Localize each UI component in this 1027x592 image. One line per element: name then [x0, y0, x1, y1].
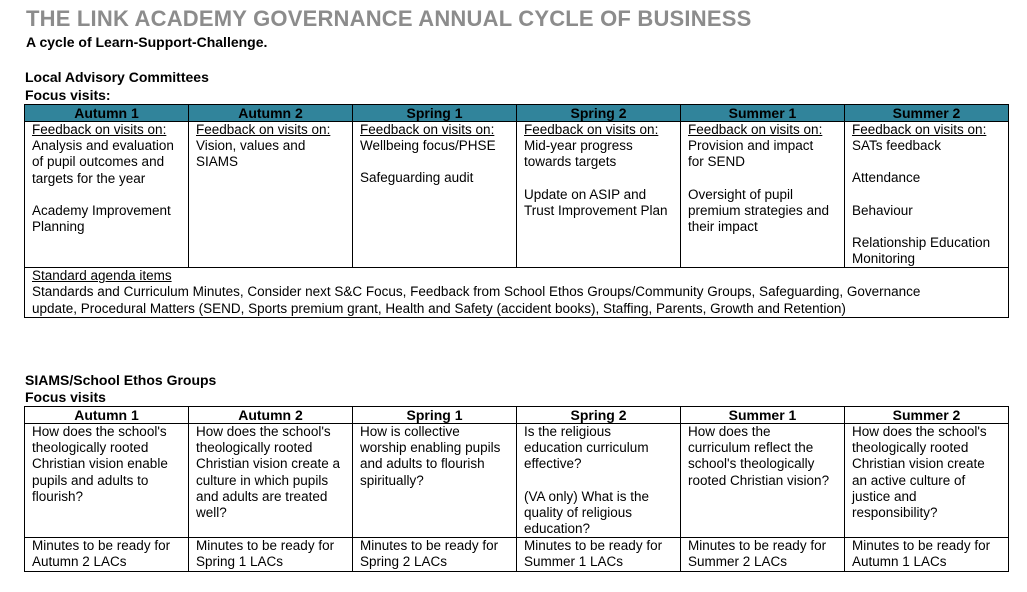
lac-col-header: Summer 2	[845, 105, 1009, 122]
lac-col-header: Spring 2	[517, 105, 681, 122]
siams-table	[24, 406, 1009, 572]
minutes-text: Minutes to be ready for Spring 1 LACs	[196, 538, 335, 570]
lac-table	[24, 104, 1009, 318]
siams-col-header: Summer 1	[681, 407, 845, 424]
siams-cell	[845, 424, 1009, 538]
siams-col-header: Spring 1	[353, 407, 517, 424]
siams-cell	[25, 424, 189, 538]
cell-text: Attendance	[852, 170, 921, 186]
feedback-label: Feedback on visits on:	[196, 122, 331, 137]
siams-cell	[681, 424, 845, 538]
cell-text: Relationship Education Monitoring	[852, 234, 991, 267]
lac-col-header: Summer 1	[681, 105, 845, 122]
minutes-cell	[189, 538, 353, 571]
lac-cell	[845, 122, 1009, 268]
lac-cell	[25, 122, 189, 268]
feedback-label: Feedback on visits on:	[524, 122, 659, 137]
minutes-cell	[845, 538, 1009, 571]
siams-question-row	[25, 424, 1009, 538]
feedback-label: Feedback on visits on:	[360, 122, 495, 137]
lac-subheading: Focus visits:	[25, 87, 111, 103]
cell-text: Behaviour	[852, 202, 913, 218]
minutes-cell	[517, 538, 681, 571]
minutes-text: Minutes to be ready for Autumn 2 LACs	[32, 538, 171, 570]
siams-col-header: Spring 2	[517, 407, 681, 424]
siams-col-header: Autumn 1	[25, 407, 189, 424]
question-text: How does the school's theologically rooted Christian vision create a culture in which pupils and adults are treated well?	[196, 424, 341, 521]
minutes-text: Minutes to be ready for Spring 2 LACs	[360, 538, 499, 570]
cell-text: Vision, values and SIAMS	[196, 138, 306, 170]
cell-text: SATs feedback	[852, 138, 942, 154]
lac-header-row	[25, 105, 1009, 122]
cell-text: Wellbeing focus/PHSE	[360, 138, 496, 154]
feedback-label: Feedback on visits on:	[852, 122, 987, 137]
lac-focus-row	[25, 122, 1009, 268]
question-text: How is collective worship enabling pupils and adults to flourish spiritually?	[360, 424, 501, 488]
feedback-label: Feedback on visits on:	[32, 122, 167, 137]
lac-col-header: Spring 1	[353, 105, 517, 122]
cell-text: Provision and impact for SEND	[688, 138, 814, 170]
cell-text: Mid-year progress towards targets	[524, 138, 633, 170]
question-text: How does the school's theologically rooted Christian vision create an active culture of justice and responsibility?	[852, 424, 987, 521]
cell-text: Oversight of pupil premium strategies and their impact	[688, 186, 830, 235]
cell-text: Academy Improvement Planning	[32, 202, 171, 235]
minutes-text: Minutes to be ready for Autumn 1 LACs	[852, 538, 991, 570]
minutes-cell	[353, 538, 517, 571]
cell-text: Analysis and evaluation of pupil outcomes and targets for the year	[32, 138, 174, 186]
lac-col-header: Autumn 2	[189, 105, 353, 122]
standard-agenda-text: Standards and Curriculum Minutes, Consider next S&C Focus, Feedback from School Ethos Groups/Community Groups, Safeguarding, Governance update, Procedural Matters (SEND, Sports premium grant, Health and Safety (accident books), Staffing, Parents, Growth and Retention)	[32, 284, 921, 316]
lac-cell	[517, 122, 681, 268]
page-title: THE LINK ACADEMY GOVERNANCE ANNUAL CYCLE OF BUSINESS	[26, 6, 752, 31]
cell-text: Update on ASIP and Trust Improvement Plan	[524, 186, 668, 218]
page-subtitle: A cycle of Learn-Support-Challenge.	[26, 34, 268, 50]
minutes-cell	[681, 538, 845, 571]
question-text: Is the religious education curriculum effective?	[524, 424, 649, 472]
standard-agenda-label: Standard agenda items	[32, 268, 172, 284]
lac-cell	[681, 122, 845, 268]
lac-cell	[189, 122, 353, 268]
siams-cell	[189, 424, 353, 538]
cell-text: Safeguarding audit	[360, 170, 474, 186]
siams-subheading: Focus visits	[25, 389, 106, 405]
siams-cell	[353, 424, 517, 538]
siams-col-header: Summer 2	[845, 407, 1009, 424]
lac-col-header: Autumn 1	[25, 105, 189, 122]
question-text: How does the school's theologically rooted Christian vision enable pupils and adults to flourish?	[32, 424, 168, 504]
lac-heading: Local Advisory Committees	[25, 69, 209, 85]
minutes-text: Minutes to be ready for Summer 1 LACs	[524, 538, 663, 570]
standard-agenda-cell	[25, 268, 1009, 318]
siams-cell	[517, 424, 681, 538]
minutes-text: Minutes to be ready for Summer 2 LACs	[688, 538, 827, 570]
minutes-cell	[25, 538, 189, 571]
question-text: How does the curriculum reflect the school's theologically rooted Christian vision?	[688, 424, 830, 488]
lac-cell	[353, 122, 517, 268]
feedback-label: Feedback on visits on:	[688, 122, 823, 137]
siams-col-header: Autumn 2	[189, 407, 353, 424]
siams-heading: SIAMS/School Ethos Groups	[25, 372, 217, 388]
siams-header-row	[25, 407, 1009, 424]
question-text: (VA only) What is the quality of religious education?	[524, 488, 650, 537]
lac-standard-row	[25, 268, 1009, 318]
siams-minutes-row	[25, 538, 1009, 571]
